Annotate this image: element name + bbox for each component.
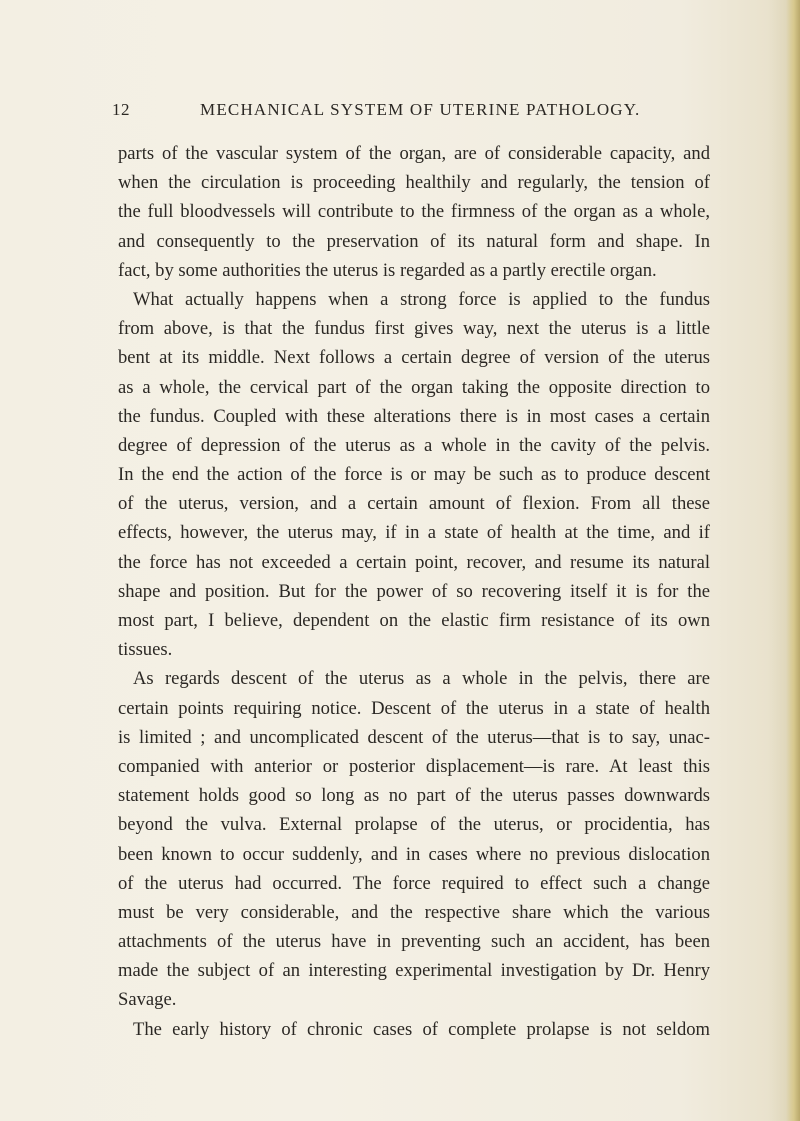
text-line: bent at its middle. Next follows a certain degree of version of the uterus — [118, 347, 710, 369]
page-number: 12 — [112, 100, 130, 119]
text-line: must be very considerable, and the respective share which the various — [118, 901, 710, 923]
text-line: from above, is that the fundus first gives way, next the uterus is a little — [118, 318, 710, 340]
text-line: The early history of chronic cases of complete prolapse is not seldom — [133, 1018, 710, 1040]
text-line: Savage. — [118, 989, 177, 1011]
text-line: beyond the vulva. External prolapse of the uterus, or procidentia, has — [118, 814, 710, 836]
text-line: as a whole, the cervical part of the organ taking the opposite direction to — [118, 376, 710, 398]
text-line: made the subject of an interesting experimental investigation by Dr. Henry — [118, 960, 710, 982]
text-line: degree of depression of the uterus as a whole in the cavity of the pelvis. — [118, 434, 710, 456]
text-line: certain points requiring notice. Descent of the uterus in a state of health — [118, 697, 710, 719]
text-line: attachments of the uterus have in preventing such an accident, has been — [118, 931, 710, 953]
text-line: What actually happens when a strong force is applied to the fundus — [133, 288, 710, 310]
page-edge — [786, 0, 800, 1121]
text-line: parts of the vascular system of the organ, are of considerable capacity, and — [118, 143, 710, 164]
text-line: the force has not exceeded a certain point, recover, and resume its natural — [118, 551, 710, 573]
text-line: the fundus. Coupled with these alterations there is in most cases a certain — [118, 405, 710, 427]
text-line: of the uterus had occurred. The force required to effect such a change — [118, 872, 710, 894]
body-text — [118, 139, 710, 1044]
text-line: when the circulation is proceeding healthily and regularly, the tension of — [118, 172, 710, 194]
text-line: and consequently to the preservation of its natural form and shape. In — [118, 230, 710, 252]
running-title: MECHANICAL SYSTEM OF UTERINE PATHOLOGY. — [200, 100, 641, 119]
text-line: companied with anterior or posterior displacement—is rare. At least this — [118, 755, 710, 777]
text-line: As regards descent of the uterus as a whole in the pelvis, there are — [133, 668, 710, 690]
text-line: most part, I believe, dependent on the elastic firm resistance of its own — [118, 610, 710, 631]
text-line: shape and position. But for the power of so recovering itself it is for the — [118, 580, 710, 602]
text-line: effects, however, the uterus may, if in a state of health at the time, and if — [118, 522, 710, 544]
text-line: the full bloodvessels will contribute to the firmness of the organ as a whole, — [118, 201, 710, 223]
text-line: is limited ; and uncomplicated descent of the uterus—that is to say, unac- — [118, 726, 710, 748]
running-head — [112, 100, 672, 124]
text-line: statement holds good so long as no part of the uterus passes downwards — [118, 785, 710, 807]
text-line: fact, by some authorities the uterus is regarded as a partly erectile organ. — [118, 259, 657, 281]
text-line: been known to occur suddenly, and in cases where no previous dislocation — [118, 843, 710, 865]
text-line: tissues. — [118, 639, 173, 661]
text-line: of the uterus, version, and a certain amount of flexion. From all these — [118, 493, 710, 515]
text-line: In the end the action of the force is or may be such as to produce descent — [118, 464, 710, 486]
